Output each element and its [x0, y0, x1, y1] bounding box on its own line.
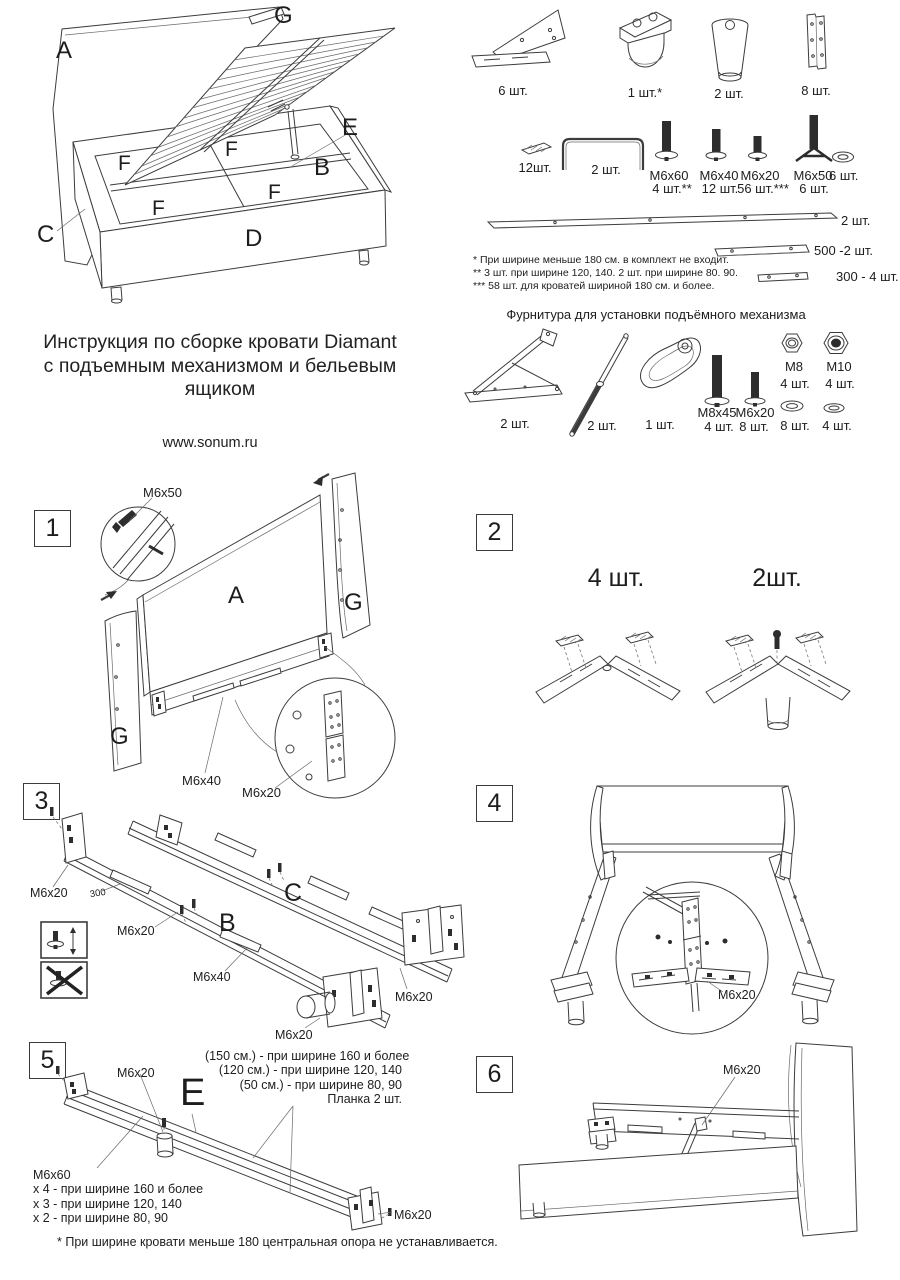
website: www.sonum.ru	[162, 435, 258, 451]
size-m6x50: M6x50	[793, 168, 833, 183]
step-6-digit: 6	[487, 1060, 502, 1088]
qty-plate: 8 шт.	[801, 83, 831, 98]
overview-label-e: E	[342, 114, 359, 141]
step5-length-note-1: (150 см.) - при ширине 160 и более	[205, 1049, 410, 1063]
step3-dim-300: 300	[89, 886, 107, 901]
rail-b-end-bracket-drawing	[297, 968, 382, 1027]
rail-300-icon	[758, 273, 808, 282]
step3-m6x20-right: M6x20	[395, 990, 433, 1004]
qty-mechanism: 2 шт.	[500, 416, 530, 431]
step3-label-c: C	[284, 879, 303, 907]
qty-rail-300: 300 - 4 шт.	[836, 269, 899, 284]
qty-washer-m10: 4 шт.	[822, 418, 852, 433]
step5-label-e: E	[180, 1072, 206, 1114]
step-3-digit: 3	[34, 787, 49, 815]
step1-m6x20-label: M6x20	[242, 785, 282, 800]
leg-icon	[712, 19, 748, 81]
step5-bolt-note-2: x 4 - при ширине 160 и более	[33, 1182, 204, 1197]
step-4-diagram	[455, 782, 900, 1050]
overview-label-f4: F	[268, 181, 281, 204]
size-m6x40: M6x40	[699, 168, 739, 183]
qty-nut-m8: 4 шт.	[780, 376, 810, 391]
qty-washer-m8: 8 шт.	[780, 418, 810, 433]
corner-bracket-left-drawing	[536, 632, 680, 703]
step-3-diagram	[20, 785, 465, 1045]
qty-strut: 2 шт.	[587, 418, 617, 433]
step1-label-a: A	[228, 582, 245, 609]
bolt-m6x50-icon	[796, 115, 832, 161]
nut-m10-icon	[824, 333, 848, 354]
step5-m6x20-right: M6x20	[394, 1208, 432, 1222]
strap-icon	[641, 338, 701, 388]
step2-qty-left: 4 шт.	[587, 564, 645, 592]
step4-m6x20: M6x20	[718, 988, 756, 1002]
step5-bolt-note-1: M6x60	[33, 1168, 71, 1182]
parts-note-3: *** 58 шт. для кроватей шириной 180 см. и более.	[473, 280, 715, 292]
step3-m6x20-mid: M6x20	[117, 924, 155, 938]
corner-bracket-icon	[472, 10, 565, 67]
qty-rail-long: 2 шт.	[841, 213, 871, 228]
bolt-m6x60-icon	[656, 121, 678, 161]
assembled-bed-drawing	[519, 1043, 857, 1236]
step5-bolt-notes	[33, 1168, 203, 1226]
parts-note-2: ** 3 шт. при ширине 120, 140. 2 шт. при ширине 80. 90.	[473, 267, 738, 279]
size-nut-m8: М8	[784, 359, 804, 374]
step-1-diagram	[25, 465, 460, 805]
washer-m8-icon	[781, 401, 803, 411]
bolt-m6x40-icon	[706, 129, 726, 161]
overview-label-a: A	[56, 37, 73, 64]
overview-label-f2: F	[225, 138, 238, 161]
step2-qty-right: 2шт.	[752, 564, 802, 592]
size-m6x60: M6x60	[649, 168, 689, 183]
step-2-digit: 2	[487, 518, 502, 546]
lift-mechanism-icon	[465, 329, 562, 402]
step1-m6x50-label: M6x50	[143, 485, 183, 500]
size-m6x20-lift: M6x20	[735, 405, 775, 420]
qty-ubracket: 2 шт.	[591, 162, 621, 177]
step-2-number	[476, 514, 513, 551]
qty-leg: 2 шт.	[714, 86, 744, 101]
qty-m6x50: 6 шт.	[799, 181, 829, 196]
correct-usage-box	[41, 922, 87, 958]
step5-bolt-note-4: x 2 - при ширине 80, 90	[33, 1211, 168, 1226]
step5-length-notes	[205, 1049, 410, 1107]
step5-length-note-2: (120 см.) - при ширине 120, 140	[218, 1063, 402, 1078]
overview-label-f1: F	[118, 152, 131, 175]
nut-m8-icon	[782, 334, 802, 352]
qty-nut-m10: 4 шт.	[825, 376, 855, 391]
step-6-diagram	[455, 1035, 900, 1280]
step1-label-g-left: G	[110, 723, 129, 750]
step5-m6x20-left: M6x20	[117, 1066, 155, 1080]
pad-icon	[522, 143, 551, 154]
step1-label-g-right: G	[344, 589, 363, 616]
bolt-m6x20-lift-icon	[745, 372, 765, 407]
qty-m6x20-lift: 8 шт.	[739, 419, 769, 434]
page-title	[15, 331, 425, 402]
corner-bracket-leg-drawing	[706, 630, 850, 730]
qty-m6x60: 4 шт.**	[652, 181, 692, 196]
size-m6x20: M6x20	[740, 168, 780, 183]
qty-m8x45: 4 шт.	[704, 419, 734, 434]
qty-rail-500: 500 -2 шт.	[814, 243, 874, 258]
step3-m6x40: M6x40	[193, 970, 231, 984]
footnote: * При ширине кровати меньше 180 центральная опора не устанавливается.	[57, 1235, 498, 1249]
step6-m6x20: M6x20	[723, 1063, 761, 1077]
wrong-usage-box	[41, 962, 87, 998]
step1-m6x40-label: M6x40	[182, 773, 222, 788]
qty-m6x40: 12 шт.	[701, 181, 739, 196]
washer-icon	[833, 152, 854, 162]
size-nut-m10: М10	[826, 359, 852, 374]
qty-strap: 1 шт.	[645, 417, 675, 432]
mounting-plate-icon	[807, 14, 826, 69]
step-2-diagram	[460, 552, 900, 712]
page-title-line2: с подъемным механизмом и бельевым ящиком	[43, 354, 397, 400]
size-m8x45: M8x45	[697, 405, 737, 420]
qty-pad: 12шт.	[518, 160, 552, 175]
overview-label-f3: F	[152, 197, 165, 220]
step5-length-note-3: (50 см.) - при ширине 80, 90	[239, 1077, 402, 1092]
page-title-line1: Инструкция по сборке кровати Diamant	[43, 331, 397, 353]
washer-m10-icon	[824, 404, 844, 413]
rail-500-icon	[715, 245, 809, 256]
overview-label-d: D	[245, 225, 263, 252]
step-4-digit: 4	[487, 789, 502, 817]
overview-label-c: C	[37, 221, 55, 248]
parts-note-1: * При ширине меньше 180 см. в комплект не входит.	[473, 254, 729, 266]
rail-long-icon	[488, 213, 837, 228]
qty-leg-bracket: 1 шт.*	[627, 85, 663, 100]
step-5-digit: 5	[40, 1046, 55, 1074]
qty-corner-bracket: 6 шт.	[498, 83, 528, 98]
bolt-m8x45-icon	[705, 355, 729, 407]
step-1-digit: 1	[45, 514, 60, 542]
step3-m6x20-bottom: M6x20	[275, 1028, 313, 1042]
bolt-m6x20-icon	[749, 136, 767, 161]
hardware-title: Фурнитура для установки подъёмного механизма	[506, 307, 806, 322]
step3-m6x20-left: M6x20	[30, 886, 68, 900]
step5-bolt-note-3: x 3 - при ширине 120, 140	[33, 1196, 182, 1211]
overview-label-g: G	[274, 2, 293, 29]
qty-washer: 6 шт.	[829, 168, 859, 183]
qty-m6x20: 56 шт.***	[737, 181, 789, 196]
leg-bracket-icon	[620, 12, 671, 67]
overview-label-b: B	[314, 154, 331, 181]
step5-length-note-4: Планка 2 шт.	[327, 1092, 402, 1107]
step3-label-b: B	[219, 909, 236, 937]
